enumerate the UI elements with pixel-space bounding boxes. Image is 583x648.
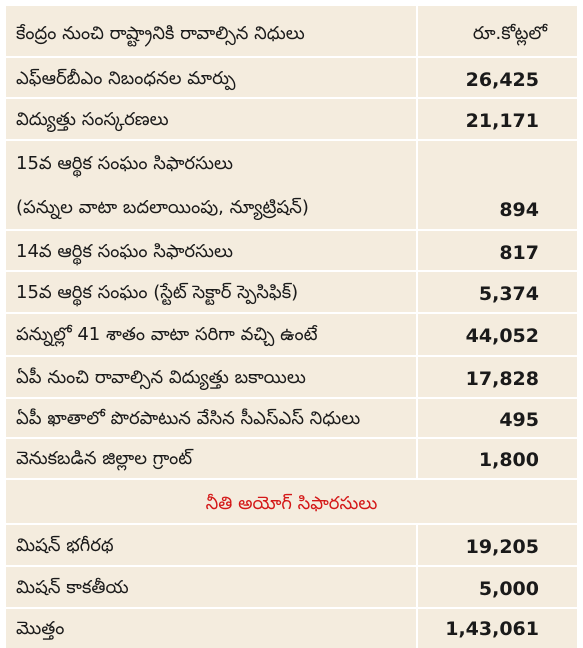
section-title: నీతి అయోగ్ సిఫారసులు [205, 493, 378, 514]
row-value: 894 [499, 199, 539, 221]
row-label: ఏపీ నుంచి రావాల్సిన విద్యుత్తు బకాయిలు [16, 367, 306, 388]
row-value: 19,205 [465, 536, 539, 558]
section-row [6, 480, 577, 525]
table-row [6, 439, 577, 480]
row-value: 17,828 [465, 368, 539, 390]
table-row [6, 399, 577, 439]
row-label: మిషన్ కాకతీయ [16, 577, 129, 598]
table-row [6, 141, 577, 231]
row-value: 21,171 [465, 110, 539, 132]
row-value: 5,000 [478, 578, 539, 600]
table-row [6, 58, 577, 99]
row-label: 15వ ఆర్థిక సంఘం (స్టేట్ సెక్టార్ స్పెసిఫిక్) [16, 282, 299, 303]
total-label: మొత్తం [16, 618, 65, 639]
header-title: కేంద్రం నుంచి రాష్ట్రానికి రావాల్సిన నిధులు [16, 23, 305, 44]
table-row [6, 567, 577, 609]
table-row [6, 231, 577, 272]
row-label: ఎఫ్‌ఆర్‌బీఎం నిబంధనల మార్పు [16, 68, 236, 89]
row-label-continued: (పన్నుల వాటా బదలాయింపు, న్యూట్రిషన్) [16, 197, 309, 218]
table-row [6, 357, 577, 399]
total-row [6, 609, 577, 648]
row-label: పన్నుల్లో 41 శాతం వాటా సరిగా వచ్చి ఉంటే [16, 324, 318, 345]
table-row [6, 314, 577, 357]
row-value: 5,374 [478, 283, 539, 305]
row-label: వెనుకబడిన జిల్లాల గ్రాంట్ [16, 448, 193, 469]
table-row [6, 99, 577, 141]
row-label: మిషన్ భగీరథ [16, 535, 114, 556]
table-row [6, 272, 577, 314]
header-unit: రూ.కోట్లలో [472, 23, 547, 44]
funds-table [6, 6, 577, 648]
row-label: 15వ ఆర్థిక సంఘం సిఫారసులు [16, 153, 233, 174]
row-value: 26,425 [465, 69, 539, 91]
row-label: 14వ ఆర్థిక సంఘం సిఫారసులు [16, 241, 233, 262]
table-row [6, 525, 577, 567]
row-label: ఏపీ ఖాతాలో పొరపాటున వేసిన సీఎస్‌ఎస్ నిధులు [16, 408, 361, 429]
total-value: 1,43,061 [445, 618, 539, 640]
row-label: విద్యుత్తు సంస్కరణలు [16, 109, 169, 130]
row-value: 817 [499, 242, 539, 264]
table-header-row [6, 6, 577, 58]
row-value: 44,052 [465, 325, 539, 347]
row-value: 495 [499, 409, 539, 431]
row-value: 1,800 [478, 449, 539, 471]
